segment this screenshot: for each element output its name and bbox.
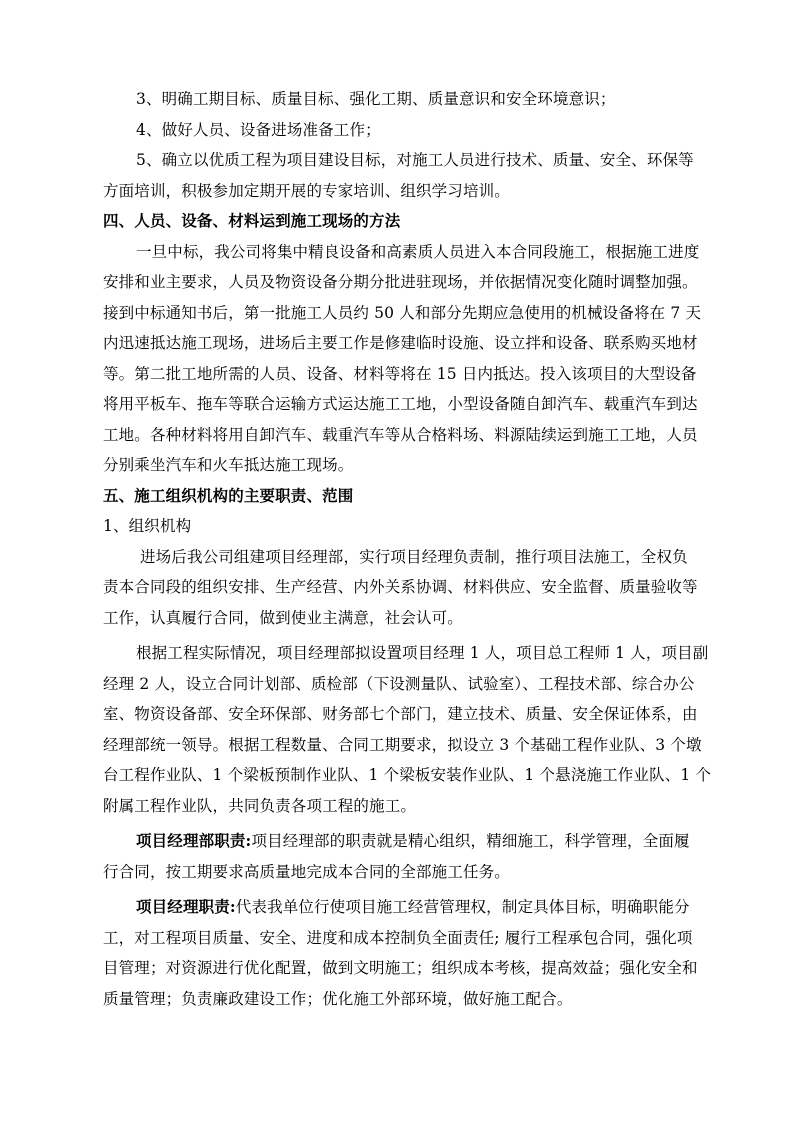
paragraph-line: 分别乘坐汽车和火车抵达施工现场。 (103, 456, 354, 474)
list-item-3: 3、明确工期目标、质量目标、强化工期、质量意识和安全环境意识； (136, 90, 616, 108)
paragraph-line: 经理部统一领导。根据工程数量、合同工期要求，拟设立 3 个基础工程作业队、3 个墩 (103, 735, 702, 754)
bold-label: 项目经理职责: (136, 897, 236, 916)
paragraph-line: 根据工程实际情况，项目经理部拟设置项目经理 1 人，项目总工程师 1 人，项目副 (136, 644, 709, 662)
paragraph-line: 接到中标通知书后，第一批施工人员约 50 人和部分先期应急使用的机械设备将在 7 天 (103, 303, 702, 322)
paragraph-text: 项目经理部的职责就是精心组织，精细施工，科学管理，全面履 (251, 832, 690, 850)
paragraph-line (103, 826, 713, 857)
paragraph-line: 目管理；对资源进行优化配置，做到文明施工；组织成本考核，提高效益；强化安全和 (103, 959, 698, 977)
paragraph-line: 责本合同段的组织安排、生产经营、内外关系协调、材料供应、安全监督、质量验收等 (103, 578, 698, 596)
list-item-4: 4、做好人员、设备进场准备工作； (136, 120, 381, 139)
paragraph-line: 附属工程作业队，共同负责各项工程的施工。 (103, 796, 417, 815)
bold-label: 项目经理部职责: (136, 831, 252, 850)
paragraph-line (103, 892, 713, 923)
paragraph-line: 进场后我公司组建项目经理部，实行项目经理负责制，推行项目法施工，全权负 (140, 547, 688, 566)
paragraph-line: 经理 2 人，设立合同计划部、质检部（下设测量队、试验室）、工程技术部、综合办公 (103, 674, 695, 693)
paragraph-line: 行合同，按工期要求高质量地完成本合同的全部施工任务。 (103, 862, 510, 881)
section-heading-5: 五、施工组织机构的主要职责、范围 (103, 485, 354, 505)
paragraph-line: 将用平板车、拖车等联合运输方式运达施工工地，小型设备随自卸汽车、载重汽车到达 (103, 395, 698, 413)
paragraph-line: 等。第二批工地所需的人员、设备、材料等将在 15 日内抵达。投入该项目的大型设备 (103, 364, 697, 383)
paragraph-line: 工，对工程项目质量、安全、进度和成本控制负全面责任; 履行工程承包合同，强化项 (103, 928, 693, 947)
paragraph-line: 台工程作业队、1 个梁板预制作业队、1 个梁板安装作业队、1 个悬浇施工作业队、1 个 (103, 766, 712, 784)
paragraph-line: 质量管理；负责廉政建设工作；优化施工外部环境，做好施工配合。 (103, 989, 573, 1008)
list-item-5-line2: 方面培训，积极参加定期开展的专家培训、组织学习培训。 (103, 181, 510, 200)
list-item-5-line1: 5、确立以优质工程为项目建设目标，对施工人员进行技术、质量、安全、环保等 (136, 151, 694, 169)
paragraph-line: 工地。各种材料将用自卸汽车、载重汽车等从合格料场、料源陆续运到施工工地，人员 (103, 425, 698, 444)
paragraph-text: 代表我单位行使项目施工经营管理权，制定具体目标，明确职能分 (235, 898, 690, 916)
subsection-heading: 1、组织机构 (103, 517, 192, 535)
paragraph-line: 安排和业主要求，人员及物资设备分期分批进驻现场，并依据情况变化随时调整加强。 (103, 273, 698, 291)
paragraph-line: 室、物资设备部、安全环保部、财务部七个部门，建立技术、质量、安全保证体系，由 (103, 705, 698, 723)
paragraph-line: 一旦中标，我公司将集中精良设备和高素质人员进入本合同段施工，根据施工进度 (136, 242, 700, 261)
section-heading-4: 四、人员、设备、材料运到施工现场的方法 (103, 211, 401, 230)
paragraph-line: 内迅速抵达施工现场，进场后主要工作是修建临时设施、设立拌和设备、联系购买地材 (103, 334, 698, 352)
document-page (103, 84, 713, 1014)
paragraph-line: 工作，认真履行合同，做到使业主满意，社会认可。 (103, 608, 463, 627)
